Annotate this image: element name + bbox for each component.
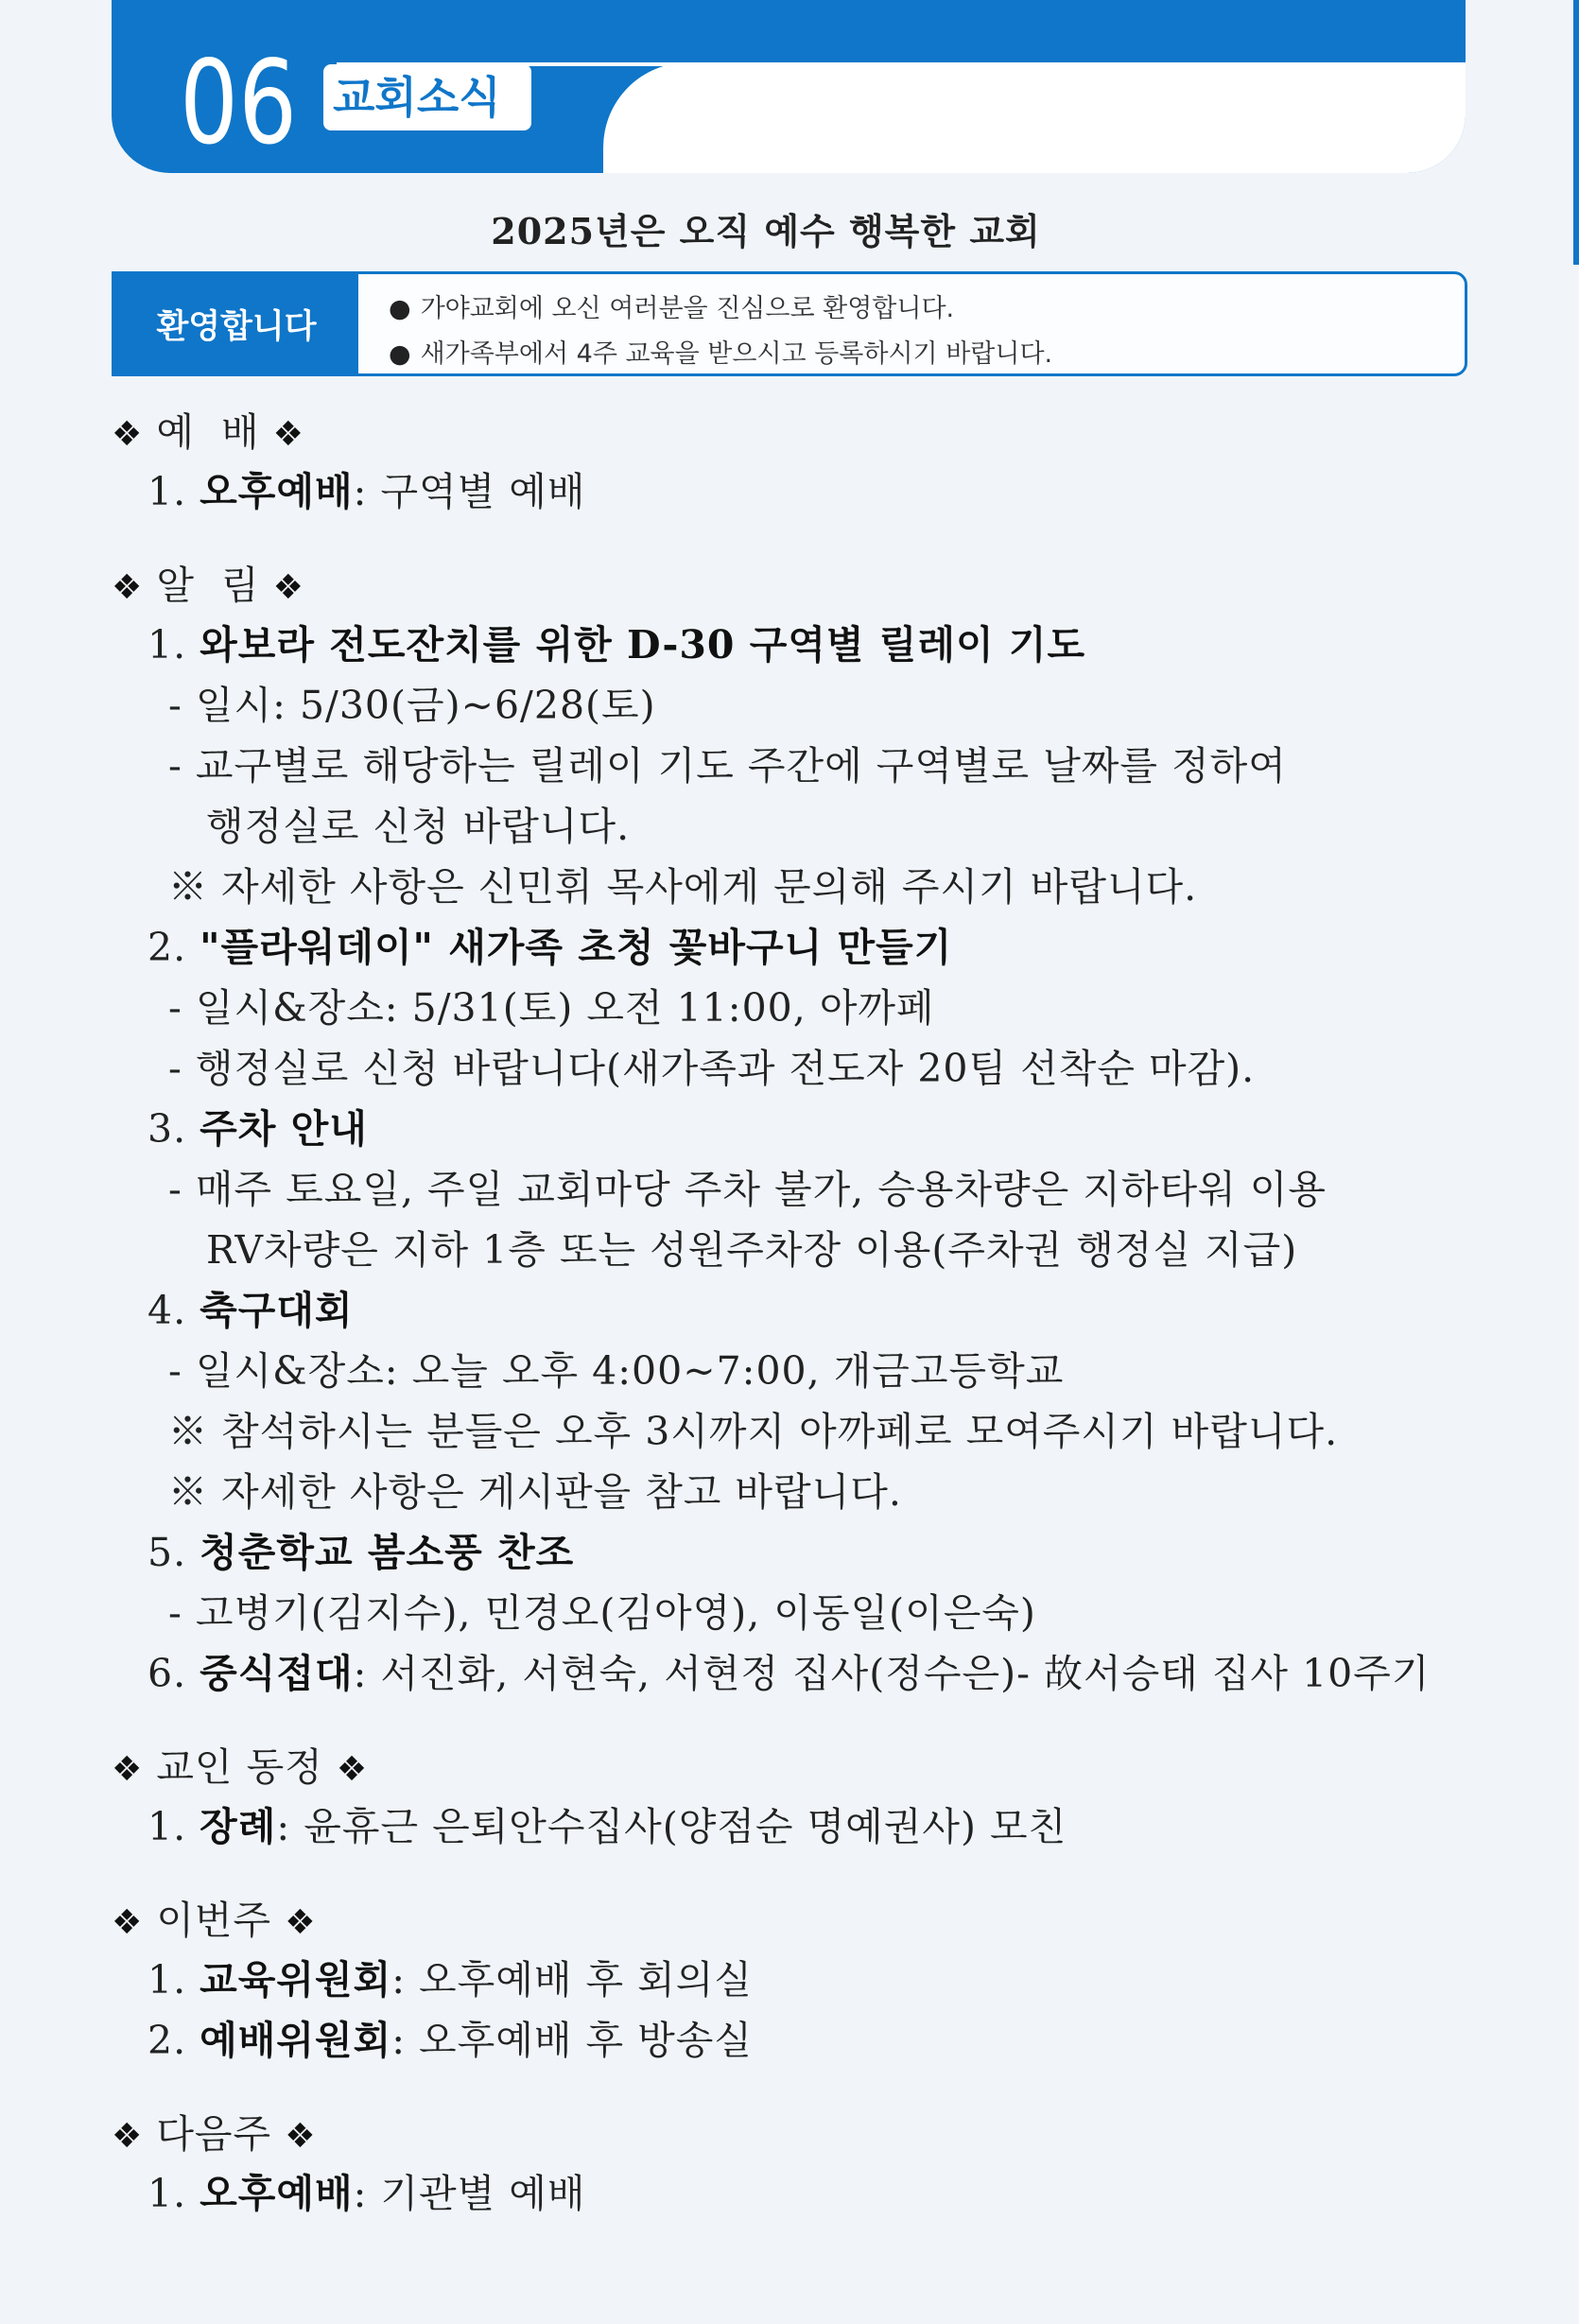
list-item bbox=[147, 2170, 586, 2217]
item-title: "플라워데이" 새가족 초청 꽃바구니 만들기 bbox=[200, 925, 953, 970]
notice-detail: - 일시: 5/30(금)~6/28(토) bbox=[168, 683, 656, 728]
item-text: : 구역별 예배 bbox=[353, 469, 586, 514]
diamond-icon: ❖ bbox=[285, 2117, 317, 2156]
diamond-icon: ❖ bbox=[112, 415, 144, 454]
section-heading-members bbox=[112, 1743, 368, 1794]
welcome-text: 가야교회에 오신 여러분을 진심으로 환영합니다. bbox=[420, 294, 955, 323]
welcome-text: 새가족부에서 4주 교육을 받으시고 등록하시기 바랍니다. bbox=[420, 339, 1053, 369]
section-heading-worship bbox=[112, 408, 304, 459]
diamond-icon: ❖ bbox=[112, 568, 144, 607]
list-item bbox=[147, 468, 586, 515]
item-text: : 오후예배 후 회의실 bbox=[391, 1957, 753, 2003]
welcome-line bbox=[389, 333, 1052, 370]
section-heading-text: 알 림 bbox=[156, 563, 260, 608]
item-label: 교육위원회 bbox=[200, 1957, 392, 2003]
section-heading-text: 이번주 bbox=[156, 1898, 272, 1943]
notice-title bbox=[147, 621, 1085, 668]
section-heading-text: 교인 동정 bbox=[156, 1744, 323, 1790]
item-number: 4. bbox=[147, 1288, 187, 1333]
notice-detail: - 매주 토요일, 주일 교회마당 주차 불가, 승용차량은 지하타워 이용 bbox=[168, 1167, 1327, 1212]
section-heading-text: 다음주 bbox=[156, 2111, 272, 2157]
notice-title bbox=[147, 924, 952, 971]
section-heading-thisweek bbox=[112, 1897, 316, 1947]
item-number: 6. bbox=[147, 1651, 187, 1696]
notice-detail: - 교구별로 해당하는 릴레이 기도 주간에 구역별로 날짜를 정하여 bbox=[168, 743, 1287, 789]
section-title: 교회소식 bbox=[333, 72, 501, 123]
item-number: 1. bbox=[147, 622, 187, 668]
notice-detail: - 일시&장소: 5/31(토) 오전 11:00, 아까페 bbox=[168, 985, 935, 1031]
section-heading-notices bbox=[112, 562, 304, 612]
notice-title bbox=[147, 1105, 368, 1153]
item-label: 오후예배 bbox=[200, 2171, 354, 2216]
item-title: 와보라 전도잔치를 위한 D-30 구역별 릴레이 기도 bbox=[200, 622, 1086, 668]
notice-detail: RV차량은 지하 1층 또는 성원주차장 이용(주차권 행정실 지급) bbox=[206, 1227, 1298, 1273]
notice-detail: - 행정실로 신청 바랍니다(새가족과 전도자 20팀 선착순 마감). bbox=[168, 1046, 1256, 1091]
welcome-box bbox=[112, 271, 1467, 376]
welcome-label: 환영합니다 bbox=[114, 274, 358, 373]
diamond-icon: ❖ bbox=[336, 1750, 369, 1789]
item-number: 2. bbox=[147, 925, 187, 970]
notice-note: ※ 자세한 사항은 신민휘 목사에게 문의해 주시기 바랍니다. bbox=[168, 864, 1198, 910]
notice-title bbox=[147, 1529, 574, 1576]
item-text: : 오후예배 후 방송실 bbox=[391, 2018, 753, 2063]
item-number: 5. bbox=[147, 1530, 187, 1575]
item-label: 오후예배 bbox=[200, 469, 354, 514]
diamond-icon: ❖ bbox=[112, 1903, 144, 1942]
list-item bbox=[147, 1803, 1067, 1850]
notice-note: ※ 자세한 사항은 게시판을 참고 바랍니다. bbox=[168, 1469, 902, 1515]
item-number: 3. bbox=[147, 1106, 187, 1152]
page-subtitle: 2025년은 오직 예수 행복한 교회 bbox=[491, 210, 1041, 252]
list-item bbox=[147, 1956, 753, 2003]
section-header-banner bbox=[112, 0, 1466, 173]
list-item bbox=[147, 2017, 753, 2064]
item-label: 장례 bbox=[200, 1804, 277, 1849]
item-number: 2. bbox=[147, 2018, 187, 2063]
diamond-icon: ❖ bbox=[272, 568, 304, 607]
item-number: 1. bbox=[147, 1804, 187, 1849]
notice-title bbox=[147, 1650, 1430, 1697]
welcome-line bbox=[389, 287, 954, 324]
diamond-icon: ❖ bbox=[112, 1750, 144, 1789]
item-number: 1. bbox=[147, 1957, 187, 2003]
item-number: 1. bbox=[147, 469, 187, 514]
item-label: 예배위원회 bbox=[200, 2018, 392, 2063]
item-number: 1. bbox=[147, 2171, 187, 2216]
notice-detail: 행정실로 신청 바랍니다. bbox=[206, 804, 631, 849]
item-title: 축구대회 bbox=[200, 1288, 354, 1333]
item-label: 중식접대 bbox=[200, 1651, 354, 1696]
bullet-icon: ● bbox=[389, 294, 411, 323]
banner-swoosh bbox=[603, 62, 1466, 173]
notice-detail: - 일시&장소: 오늘 오후 4:00~7:00, 개금고등학교 bbox=[168, 1348, 1065, 1394]
section-number: 06 bbox=[180, 36, 298, 170]
item-text: : 서진화, 서현숙, 서현정 집사(정수은)- 故서승태 집사 10주기 bbox=[353, 1651, 1431, 1696]
notice-detail: - 고병기(김지수), 민경오(김아영), 이동일(이은숙) bbox=[168, 1590, 1036, 1636]
item-text: : 기관별 예배 bbox=[353, 2171, 586, 2216]
notice-note: ※ 참석하시는 분들은 오후 3시까지 아까페로 모여주시기 바랍니다. bbox=[168, 1409, 1339, 1454]
item-text: : 윤휴근 은퇴안수집사(양점순 명예권사) 모친 bbox=[276, 1804, 1067, 1849]
diamond-icon: ❖ bbox=[285, 1903, 317, 1942]
item-title: 주차 안내 bbox=[200, 1106, 368, 1152]
edge-accent-bar bbox=[1573, 0, 1579, 265]
section-heading-text: 예 배 bbox=[156, 409, 260, 455]
diamond-icon: ❖ bbox=[272, 415, 304, 454]
item-title: 청춘학교 봄소풍 찬조 bbox=[200, 1530, 575, 1575]
section-heading-nextweek bbox=[112, 2110, 316, 2160]
diamond-icon: ❖ bbox=[112, 2117, 144, 2156]
bullet-icon: ● bbox=[389, 339, 411, 369]
notice-title bbox=[147, 1287, 354, 1334]
